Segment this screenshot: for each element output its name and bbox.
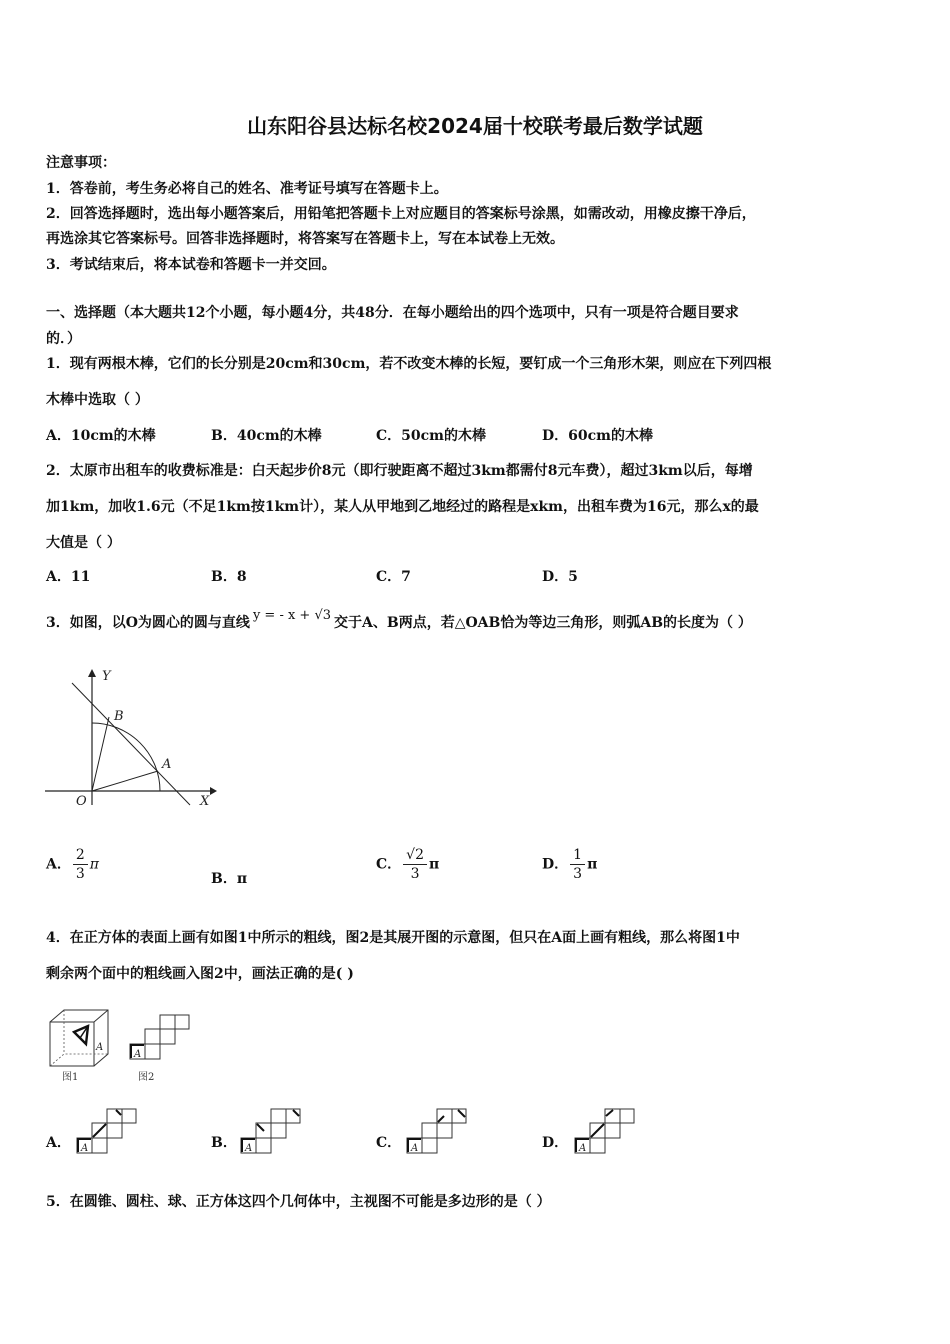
q4-option-b-net (240, 1108, 304, 1156)
question-3-text (46, 608, 752, 632)
q3-option-b: B．π (211, 871, 248, 887)
q4-option-a-net (76, 1108, 140, 1156)
q3-suffix: 交于A、B两点，若△OAB恰为等边三角形，则弧AB的长度为（ ） (334, 615, 752, 631)
q1-option-d: D．60cm的木棒 (542, 428, 653, 444)
question-1-text: 1．现有两根木棒，它们的长分别是20cm和30cm，若不改变木棒的长短，要钉成一个三角形木架，则应在下列四根 (46, 356, 772, 372)
q3-formula: y = - x + √3 (252, 608, 332, 623)
notice-heading: 注意事项： (46, 155, 116, 171)
q4-option-a-label: A． (46, 1135, 71, 1151)
q1-option-a: A．10cm的木棒 (46, 428, 156, 444)
svg-text:A: A (134, 1049, 142, 1060)
question-2-text: 2．太原市出租车的收费标准是：白天起步价8元（即行驶距离不超过3km都需付8元车费），超过3km以后，每增 (46, 463, 753, 479)
question-4-text-cont: 剩余两个面中的粗线画入图2中，画法正确的是( ) (46, 966, 354, 982)
q4-cube-figure-1 (48, 1008, 118, 1088)
page-title: 山东阳谷县达标名校2024届十校联考最后数学试题 (247, 114, 703, 138)
svg-text:A: A (245, 1143, 253, 1154)
svg-text:A: A (96, 1042, 104, 1053)
q4-option-c-net (406, 1108, 470, 1156)
section-heading-cont: 的．） (46, 331, 81, 347)
fig1-label: 图1 (62, 1072, 79, 1083)
notice-item: 2．回答选择题时，选出每小题答案后，用铅笔把答题卡上对应题目的答案标号涂黑，如需改动，用橡皮擦干净后， (46, 206, 756, 222)
q4-option-b-label: B． (211, 1135, 237, 1151)
point-a-label: A (162, 757, 172, 772)
q2-option-a: A．11 (46, 569, 91, 585)
notice-item: 1．答卷前，考生务必将自己的姓名、准考证号填写在答题卡上。 (46, 181, 448, 197)
x-axis-label: X (200, 794, 210, 809)
q3-option-a: A． $\frac{2}{3}$ π (46, 847, 99, 882)
svg-text:A: A (411, 1143, 419, 1154)
origin-label: O (76, 794, 87, 809)
section-heading: 一、选择题（本大题共12个小题，每小题4分，共48分．在每小题给出的四个选项中，只有一项是符合题目要求 (46, 305, 739, 321)
fig2-label: 图2 (138, 1072, 155, 1083)
y-axis-label: Y (102, 669, 111, 684)
svg-text:A: A (579, 1143, 587, 1154)
question-2-text-cont: 大值是（ ） (46, 535, 121, 551)
q1-option-c: C．50cm的木棒 (376, 428, 486, 444)
q2-option-b: B．8 (211, 569, 247, 585)
q2-option-c: C．7 (376, 569, 411, 585)
q2-option-d: D．5 (542, 569, 578, 585)
q4-option-d-net (574, 1108, 638, 1156)
notice-item: 再选涂其它答案标号。回答非选择题时，将答案写在答题卡上，写在本试卷上无效。 (46, 231, 564, 247)
q4-option-c-label: C． (376, 1135, 402, 1151)
notice-item: 3．考试结束后，将本试卷和答题卡一并交回。 (46, 257, 336, 273)
point-b-label: B (114, 709, 124, 724)
question-5-text: 5．在圆锥、圆柱、球、正方体这四个几何体中，主视图不可能是多边形的是（ ） (46, 1194, 551, 1210)
svg-text:A: A (81, 1143, 89, 1154)
q3-prefix: 3．如图，以O为圆心的圆与直线 (46, 615, 250, 631)
q3-circle-figure (40, 665, 220, 815)
q3-option-d: D． $\frac{1}{3}$ π (542, 847, 598, 882)
q1-option-b: B．40cm的木棒 (211, 428, 322, 444)
q3-option-c: C． $\frac{√2}{3}$ π (376, 847, 440, 882)
question-1-text-cont: 木棒中选取（ ） (46, 392, 149, 408)
question-2-text-cont: 加1km，加收1.6元（不足1km按1km计），某人从甲地到乙地经过的路程是xkm，出租车费为16元，那么x的最 (46, 499, 759, 515)
q4-net-figure-2 (128, 1014, 198, 1089)
question-4-text: 4．在正方体的表面上画有如图1中所示的粗线，图2是其展开图的示意图，但只在A面上画有粗线，那么将图1中 (46, 930, 740, 946)
q4-option-d-label: D． (542, 1135, 569, 1151)
